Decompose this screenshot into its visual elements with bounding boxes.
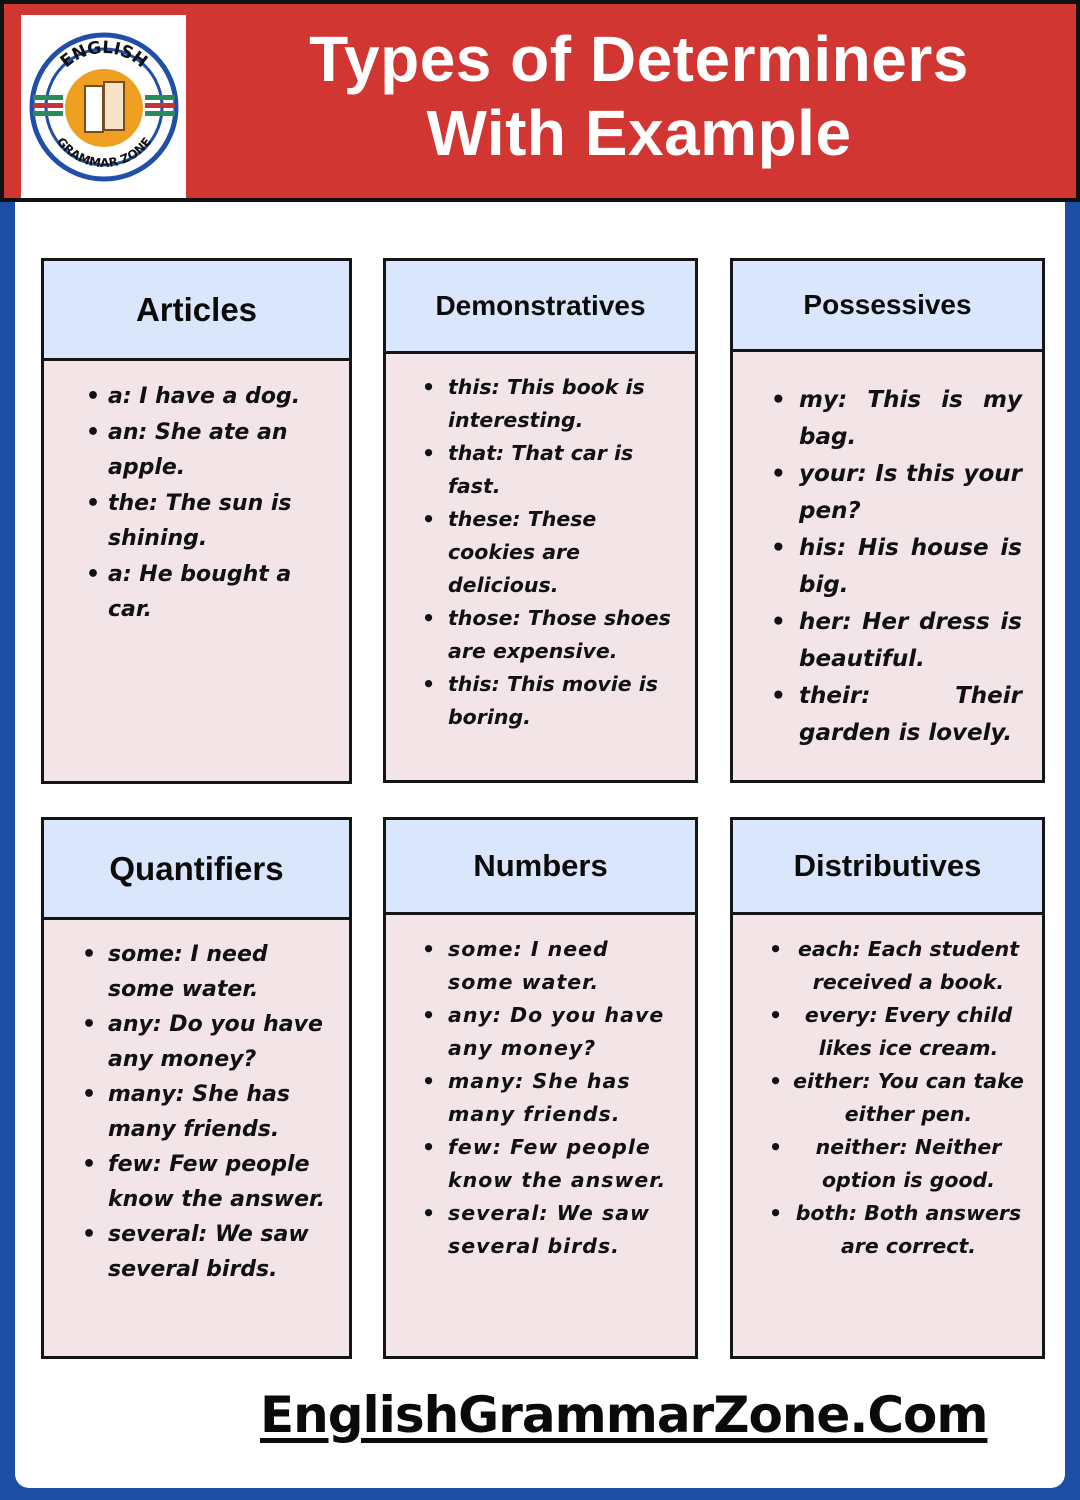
website-link[interactable]: EnglishGrammarZone.Com	[260, 1386, 988, 1444]
list-item: • this: This book is interesting.	[422, 375, 645, 432]
list-item: • this: This movie is boring.	[422, 672, 659, 729]
list-item: • some: I need some water.	[82, 942, 268, 1002]
list-item: • his: His house is big.	[771, 535, 1022, 598]
card-articles	[41, 258, 352, 784]
list-item: • both: Both answers are correct.	[769, 1201, 1022, 1258]
list-item: • many: She has many friends.	[82, 1082, 290, 1142]
list-item: • that: That car is fast.	[422, 441, 634, 498]
title-line-2: With Example	[426, 97, 852, 169]
list-item: • any: Do you have any money?	[82, 1012, 323, 1072]
english-grammar-zone-logo-icon	[25, 28, 183, 186]
list-item: • neither: Neither option is good.	[769, 1135, 1002, 1192]
card-body	[44, 920, 349, 1356]
list-item: • several: We saw several birds.	[82, 1222, 309, 1282]
card-header	[733, 820, 1042, 915]
card-distributives	[730, 817, 1045, 1359]
list-item: • a: I have a dog.	[86, 384, 301, 409]
card-header	[386, 820, 695, 915]
card-body	[386, 915, 695, 1356]
card-title: Distributives	[793, 848, 982, 883]
list-item: • either: You can take either pen.	[769, 1069, 1024, 1126]
list-item: • any: Do you have any money?	[422, 1003, 665, 1060]
card-body	[386, 354, 695, 780]
list-item: • every: Every child likes ice cream.	[769, 1003, 1013, 1060]
list-item: • some: I need some water.	[422, 937, 609, 994]
card-title: Articles	[135, 290, 258, 328]
card-header	[44, 820, 349, 920]
card-header	[733, 261, 1042, 352]
card-body	[733, 352, 1042, 780]
card-title: Quantifiers	[109, 849, 284, 887]
card-header	[44, 261, 349, 361]
card-header	[386, 261, 695, 354]
example-list	[771, 382, 1022, 752]
card-title: Numbers	[473, 848, 608, 883]
svg-text:GRAMMAR ZONE: GRAMMAR ZONE	[53, 134, 154, 170]
example-list	[422, 933, 671, 1263]
example-list	[422, 371, 671, 734]
list-item: • her: Her dress is beautiful.	[771, 609, 1022, 672]
logo	[21, 15, 186, 198]
list-item: • several: We saw several birds.	[422, 1201, 650, 1258]
page-title	[204, 22, 1074, 170]
list-item: • many: She has many friends.	[422, 1069, 631, 1126]
example-list	[86, 379, 329, 628]
list-item: • these: These cookies are delicious.	[422, 507, 597, 597]
list-item: • few: Few people know the answer.	[422, 1135, 667, 1192]
example-list	[82, 937, 335, 1287]
card-possessives	[730, 258, 1045, 783]
card-body	[44, 361, 349, 781]
title-banner	[4, 4, 1076, 198]
list-item: • few: Few people know the answer.	[82, 1152, 326, 1212]
list-item: • an: She ate an apple.	[86, 419, 288, 480]
title-line-1: Types of Determiners	[309, 23, 969, 95]
list-item: • a: He bought a car.	[86, 561, 292, 622]
list-item: • their: Their garden is lovely.	[771, 683, 1022, 746]
card-body	[733, 915, 1042, 1356]
list-item: • your: Is this your pen?	[771, 461, 1022, 524]
svg-text:ENGLISH: ENGLISH	[56, 37, 151, 72]
card-title: Possessives	[803, 289, 972, 320]
list-item: • the: The sun is shining.	[86, 490, 292, 551]
list-item: • each: Each student received a book.	[769, 937, 1020, 994]
example-list	[769, 933, 1024, 1263]
list-item: • my: This is my bag.	[771, 387, 1022, 450]
page-header	[0, 0, 1080, 202]
card-title: Demonstratives	[435, 290, 646, 321]
card-demonstratives	[383, 258, 698, 783]
card-quantifiers	[41, 817, 352, 1359]
list-item: • those: Those shoes are expensive.	[422, 606, 671, 663]
card-numbers	[383, 817, 698, 1359]
